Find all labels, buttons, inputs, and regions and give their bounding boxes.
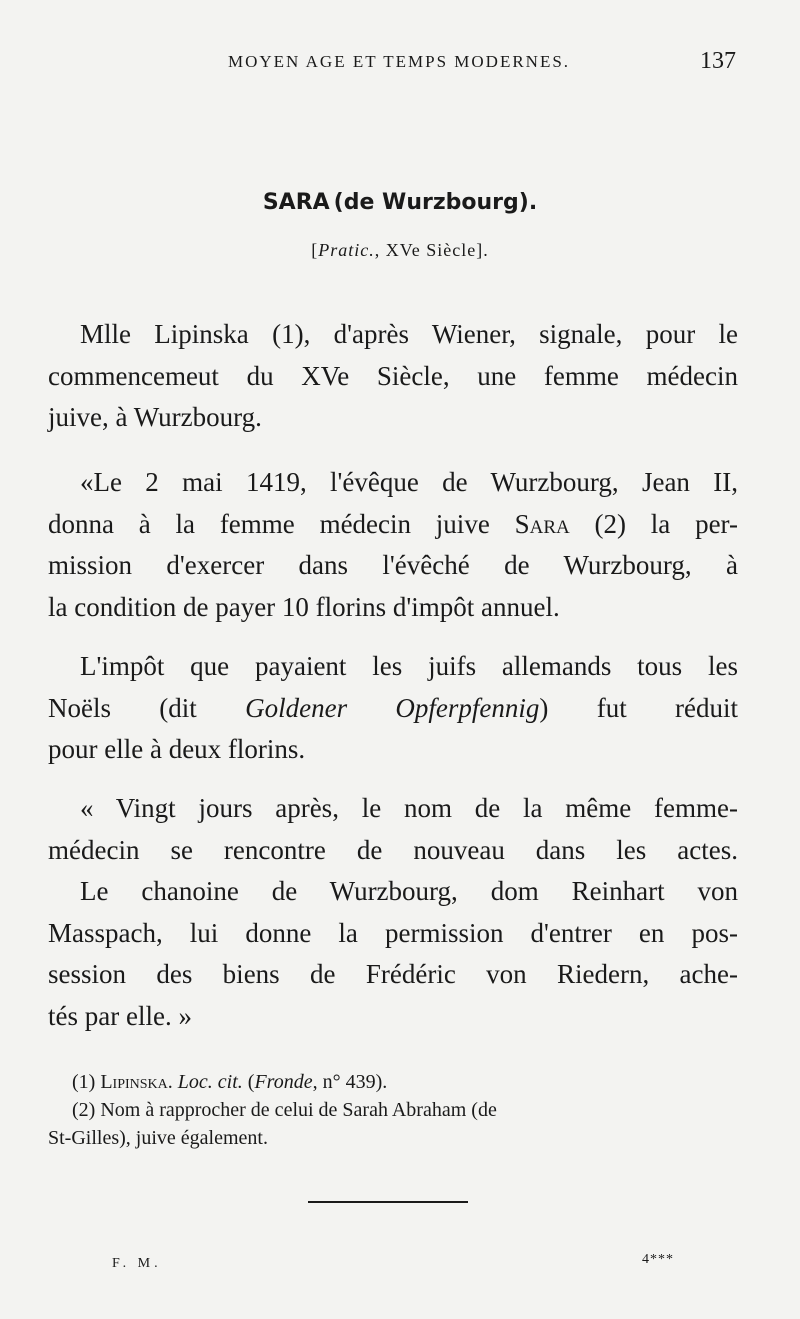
subheading-rest: , XVe Siècle]. — [374, 240, 489, 260]
paragraph-line: pour elle à deux florins. — [48, 734, 306, 764]
paragraph-3 — [48, 646, 738, 771]
signature-mark: F. M. — [112, 1256, 162, 1271]
entry-subheading — [0, 240, 800, 261]
paragraph-line: la condition de payer 10 florins d'impôt annuel. — [48, 591, 560, 622]
entry-place: (de Wurzbourg). — [333, 190, 538, 215]
sheet-mark: 4*** — [642, 1252, 674, 1267]
italic-term: Goldener Opferpfennig — [245, 692, 540, 723]
paragraph-line: L'impôt que payaient les juifs allemands tous les — [80, 651, 738, 681]
paragraph-line: donna à la femme médecin juive Sara (2) la per- — [48, 508, 738, 539]
running-title: MOYEN AGE ET TEMPS MODERNES. — [228, 52, 571, 71]
paragraph-line: médecin se rencontre de nouveau dans les actes. — [48, 834, 738, 865]
entry-name: SARA — [262, 190, 330, 215]
paragraph-line: tés par elle. » — [48, 1000, 192, 1031]
paragraph-line: Mlle Lipinska (1), d'après Wiener, signale, pour le — [80, 319, 738, 349]
paragraph-1 — [48, 314, 738, 439]
footnote-2: (2) Nom à rapprocher de celui de Sarah Abraham (de — [72, 1099, 497, 1121]
paragraph-line: commencemeut du XVe Siècle, une femme médecin — [48, 360, 738, 391]
paragraph-line: Masspach, lui donne la permission d'entrer en pos- — [48, 917, 738, 948]
subheading-open: [ — [311, 240, 319, 260]
paragraph-line: «Le 2 mai 1419, l'évêque de Wurzbourg, Jean II, — [80, 467, 738, 497]
footnote-2-continued: St-Gilles), juive également. — [48, 1127, 268, 1149]
paragraph-line: Le chanoine de Wurzbourg, dom Reinhart von — [80, 876, 738, 906]
paragraph-4 — [48, 788, 738, 1037]
paragraph-line: « Vingt jours après, le nom de la même femme- — [80, 793, 738, 823]
footnote-1: (1) Lipinska. Loc. cit. (Fronde, n° 439). — [72, 1071, 388, 1093]
paragraph-line: mission d'exercer dans l'évêché de Wurzbourg, à — [48, 550, 738, 580]
paragraph-line: session des biens de Frédéric von Riedern, ache- — [48, 959, 738, 989]
page-number: 137 — [700, 48, 736, 74]
paragraph-line: Noëls (dit Goldener Opferpfennig) fut réduit — [48, 692, 738, 723]
subheading-prefix: Pratic. — [318, 240, 375, 260]
running-head — [0, 48, 800, 78]
paragraph-line: juive, à Wurzbourg. — [48, 402, 262, 432]
footnotes — [48, 1068, 738, 1152]
entry-heading — [0, 190, 800, 215]
paragraph-2 — [48, 462, 738, 628]
name-sara: Sara — [514, 508, 570, 539]
footer-rule — [308, 1201, 468, 1203]
